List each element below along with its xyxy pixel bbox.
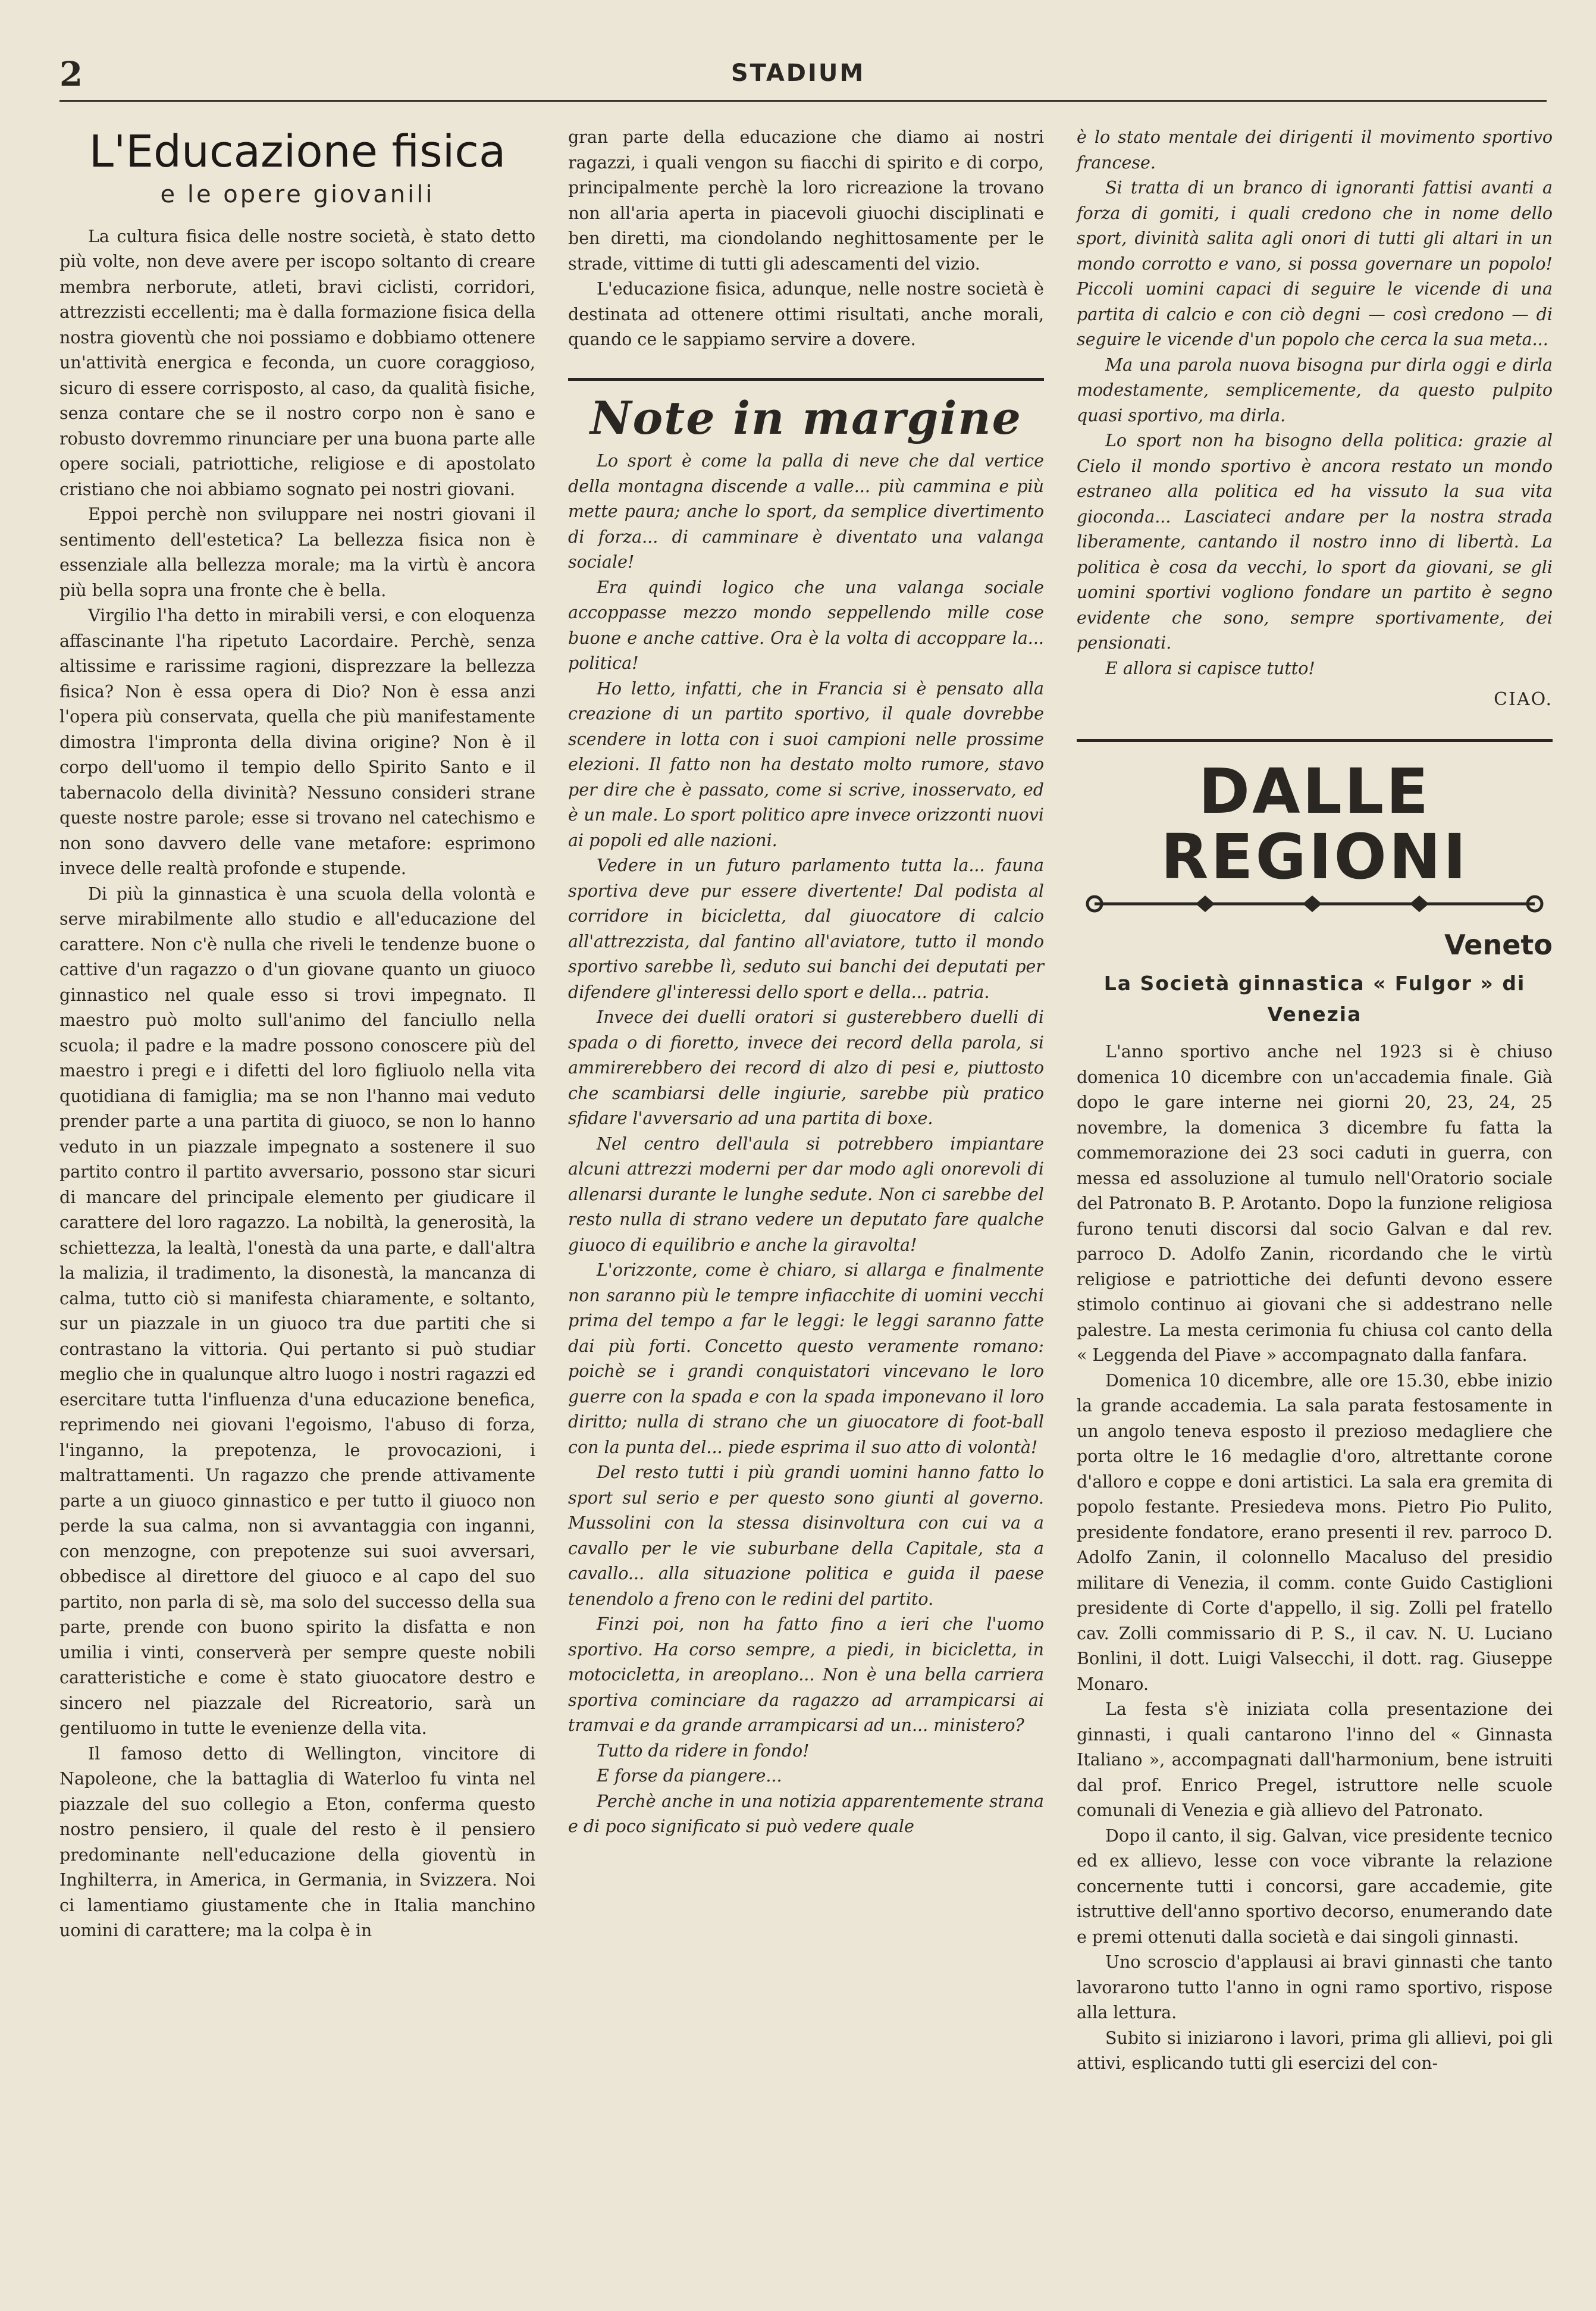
paragraph: Era quindi logico che una valanga sociale accoppasse mezzo mondo seppellendo mille cose buone e anche cattive. Ora è la volta di accoppare la... politica! (568, 577, 1044, 673)
paragraph: Lo sport è come la palla di neve che dal vertice della montagna discende a valle... più cammina e più mette paura; anche lo sport, da semplice divertimento di forza... di camminare è diventato una valanga sociale! (568, 451, 1044, 572)
paragraph: Uno scroscio d'applausi ai bravi ginnasti che tanto lavorarono tutto l'anno in ogni ramo sportivo, rispose alla lettura. (1077, 1952, 1553, 2022)
section-heading: DALLE REGIONI (1161, 754, 1469, 893)
notes-body (568, 449, 1044, 1840)
article-title: La Società ginnastica « Fulgor » di Venezia (1103, 972, 1526, 1026)
section-divider (568, 378, 1044, 381)
paragraph: Tutto da ridere in fondo! (597, 1740, 810, 1761)
paragraph: L'orizzonte, come è chiaro, si allarga e finalmente non saranno più le tempre infiacchite di uomini vecchi prima del tempo a far le leggi: le leggi saranno fatte dai più forti. Concetto questo veramente romano: poichè se i grandi conquistatori vincevano le loro guerre con la spada e con la spada imponevano il loro diritto; nulla di strano che un giuocatore di foot-ball con la punta del... piede esprima il suo atto di volontà! (568, 1260, 1044, 1457)
notes-title: Note in margine (590, 391, 1022, 444)
paragraph: L'educazione fisica, adunque, nelle nostre società è destinata ad ottenere ottimi risultati, anche morali, quando ce le sappiamo servire a dovere. (568, 279, 1044, 349)
notes-body-continued (1077, 125, 1553, 681)
paragraph: Si tratta di un branco di ignoranti fattisi avanti a forza di gomiti, i quali credono che in nome dello sport, divinità salita agli onori di tutti gli altari in un mondo corrotto e vano, si possa governare un popolo! Piccoli uomini capaci di seguire le vicende di una partita di calcio e con ciò degni — così credono — di seguire le vicende d'un popolo che cerca la sua meta... (1077, 178, 1553, 349)
paragraph: Domenica 10 dicembre, alle ore 15.30, ebbe inizio la grande accademia. La sala parata festosamente in un angolo teneva esposto il prezioso medagliere che porta oltre le 16 medaglie d'oro, altrettante corone d'alloro e coppe e doni artistici. La sala era gremita di popolo festante. Presiedeva mons. Pietro Pio Pulito, presidente fondatore, erano presenti il rev. parroco D. Adolfo Zanin, il colonnello Macaluso del presidio militare di Venezia, il comm. conte Guido Castiglioni presidente di Corte d'appello, il sig. Zolli pel fratello cav. Zolli commissario di P. S., il cav. N. U. Luciano Bonlini, il dott. Luigi Valsecchi, il dott. rag. Giuseppe Monaro. (1077, 1370, 1553, 1694)
paragraph: Vedere in un futuro parlamento tutta la... fauna sportiva deve pur essere divertente! Dal podista al corridore in bicicletta, dal giuocatore di calcio all'attrezzista, dal fantino all'aviatore, tutto il mondo sportivo sarebbe lì, seduto sui banchi dei deputati per difendere gl'interessi dello sport e della... patria. (568, 856, 1044, 1002)
paragraph: Subito si iniziarono i lavori, prima gli allievi, poi gli attivi, esplicando tutti gli esercizi del con- (1077, 2028, 1553, 2073)
paragraph: Ma una parola nuova bisogna pur dirla oggi e dirla modestamente, semplicemente, da questo pulpito quasi sportivo, ma dirla. (1077, 355, 1553, 425)
paragraph: E allora si capisce tutto! (1105, 658, 1315, 678)
paragraph: Virgilio l'ha detto in mirabili versi, e con eloquenza affascinante l'ha ripetuto Lacordaire. Perchè, senza altissime e rarissime ragioni, disprezzare la bellezza fisica? Non è essa opera di Dio? Non è essa anzi l'opera più conservata, quella che più manifestamente dimostra l'impronta della divina origine? Non è il corpo dell'uomo il tempio dello Spirito Santo e il tabernacolo della divinità? Nessuno consideri strane queste nostre parole; esse si trovano nel catechismo e non sono davvero delle vane metafore: esprimono invece delle realtà profonde e stupende. (59, 606, 535, 878)
paragraph: Perchè anche in una notizia apparentemente strana e di poco significato si può vedere quale (568, 1791, 1044, 1836)
column-2 (568, 125, 1044, 1840)
page-number: 2 (59, 55, 83, 94)
signoff: CIAO. (1494, 689, 1553, 710)
column-3 (1077, 125, 1553, 2077)
paragraph: Finzi poi, non ha fatto fino a ieri che l'uomo sportivo. Ha corso sempre, a piedi, in bicicletta, in motocicletta, in areoplano... Non è una bella carriera sportiva cominciare da ragazzo ad arrampicarsi ai tramvai e da grande arrampicarsi ad un... ministero? (568, 1614, 1044, 1735)
ornament-divider (1083, 892, 1547, 916)
article-subtitle: e le opere giovanili (160, 181, 435, 208)
paragraph: Il famoso detto di Wellington, vincitore di Napoleone, che la battaglia di Waterloo fu vinta nel piazzale del suo collegio a Eton, conferma questo nostro pensiero, il quale del resto è il pensiero predominante nell'educazione della gioventù in Inghilterra, in America, in Germania, in Svizzera. Noi ci lamentiamo giustamente che in Italia manchino uomini di carattere; ma la colpa è in (59, 1743, 535, 1940)
column-1 (59, 125, 535, 1944)
section-divider (1077, 739, 1553, 742)
paragraph: è lo stato mentale dei dirigenti il movimento sportivo francese. (1077, 127, 1553, 173)
article-title: L'Educazione fisica (89, 126, 506, 177)
paragraph: Eppoi perchè non sviluppare nei nostri giovani il sentimento dell'estetica? La bellezza fisica non è essenziale alla bellezza morale; ma la virtù è ancora più bella sopra una fronte che è bella. (59, 505, 535, 600)
paragraph: Ho letto, infatti, che in Francia si è pensato alla creazione di un partito sportivo, il quale dovrebbe scendere in lotta con i suoi campioni nelle prossime elezioni. Il fatto non ha destato molto rumore, stavo per dire che è passato, come si scrive, inosservato, ed è un male. Lo sport politico apre invece orizzonti nuovi ai popoli ed alle nazioni. (568, 678, 1044, 850)
paragraph: La festa s'è iniziata colla presentazione dei ginnasti, i quali cantarono l'inno del « Ginnasta Italiano », accompagnati dall'harmonium, bene istruiti dal prof. Enrico Pregel, istruttore nelle scuole comunali di Venezia e già allievo del Patronato. (1077, 1699, 1553, 1820)
paragraph: L'anno sportivo anche nel 1923 si è chiuso domenica 10 dicembre con un'accademia finale. Già dopo le gare interne nei giorni 20, 23, 24, 25 novembre, la domenica 3 dicembre fu fatta la commemorazione dei 23 soci caduti in guerra, con messa ed assoluzione al tumulo nell'Oratorio sociale del Patronato B. P. Arotanto. Dopo la funzione religiosa furono tenuti discorsi dal socio Galvan e dal rev. parroco D. Adolfo Zanin, ricordando che le virtù religiose e patriottiche dei defunti devono essere stimolo continuo ai giovani che si addestrano nelle palestre. La mesta cerimonia fu chiusa col canto della « Leggenda del Piave » accompagnato dalla fanfara. (1077, 1042, 1553, 1365)
paragraph: Invece dei duelli oratori si gusterebbero duelli di spada o di fioretto, invece dei record della parola, si ammirerebbero dei record di alzo di pesi e, piuttosto che scambiarsi delle ingiurie, sarebbe più pratico sfidare l'avversario ad una partita di boxe. (568, 1007, 1044, 1128)
paragraph: Lo sport non ha bisogno della politica: grazie al Cielo il mondo sportivo è ancora restato un mondo estraneo alla politica ed ha vissuto la sua vita gioconda... Lasciateci andare per la nostra strada liberamente, cantando il nostro inno di libertà. La politica è cosa da vecchi, lo sport da giovani, se gli uomini sportivi vogliono fondare un partito è segno evidente che sono, sempre sportivamente, dei pensionati. (1077, 431, 1553, 653)
header-rule (59, 100, 1547, 102)
paragraph: Dopo il canto, il sig. Galvan, vice presidente tecnico ed ex allievo, lesse con voce vibrante la relazione concernente tutti i concorsi, gare accademie, gite istruttive dell'anno sportivo decorso, enumerando date e premi ottenuti dalla società e dai singoli ginnasti. (1077, 1825, 1553, 1947)
paragraph: Nel centro dell'aula si potrebbero impiantare alcuni attrezzi moderni per dar modo agli onorevoli di allenarsi durante le lunghe sedute. Non ci sarebbe del resto nulla di strano vedere un deputato fare qualche giuoco di equilibrio e anche la giravolta! (568, 1133, 1044, 1255)
masthead: STADIUM (730, 60, 866, 87)
paragraph: E forse da piangere... (597, 1766, 782, 1786)
paragraph: La cultura fisica delle nostre società, è stato detto più volte, non deve avere per iscopo soltanto di creare membra nerborute, atleti, bravi ciclisti, corridori, attrezzisti eccellenti; ma è dalla formazione fisica della nostra gioventù che noi possiamo e dobbiamo ottenere un'attività energica e feconda, un cuore coraggioso, sicuro di essere corrisposto, al caso, da qualità fisiche, senza contare che se il nostro corpo non è sano e robusto dovremmo rinunciare per una buona parte alle opere sociali, patriottiche, religiose e di apostolato cristiano che noi abbiamo sognato pei nostri giovani. (59, 226, 535, 499)
paragraph: Del resto tutti i più grandi uomini hanno fatto lo sport sul serio e per questo sono giunti al governo. Mussolini con la stessa disinvoltura con cui va a cavallo per le vie suburbane della Capitale, sta a cavallo... alla situazione politica e guida il paese tenendolo a freno con le redini del partito. (568, 1463, 1044, 1609)
paragraph: gran parte della educazione che diamo ai nostri ragazzi, i quali vengon su fiacchi di spirito e di corpo, principalmente perchè la loro ricreazione la trovano non all'aria aperta in piacevoli giuochi disciplinati e ben diretti, ma ciondolando neghittosamente per le strade, vittime di tutti gli adescamenti del vizio. (568, 127, 1044, 274)
region-name: Veneto (1444, 928, 1553, 961)
paragraph: Di più la ginnastica è una scuola della volontà e serve mirabilmente allo studio e all'educazione del carattere. Non c'è nulla che riveli le tendenze buone o cattive d'un ragazzo o d'un giovane quanto un giuoco ginnastico nel quale esso si trovi impegnato. Il maestro può molto sull'animo del fanciullo nella scuola; il padre e la madre possono conoscere più del maestro i pregi e i difetti del loro figliuolo nella vita quotidiana di famiglia; ma se non l'hanno mai veduto prender parte a una partita di giuoco, se non lo hanno veduto in un piazzale impegnato a sostenere il suo partito contro il partito avversario, possono star sicuri di mancare del principale elemento per giudicare il carattere del loro ragazzo. La nobiltà, la generosità, la schiettezza, la lealtà, l'onestà da una parte, e dall'altra la malizia, il tradimento, la disonestà, la mancanza di calma, tutto ciò si manifesta chiaramente, e soltanto, sur un piazzale in un giuoco tra due partiti che si contrastano la vittoria. Qui pertanto si può studiar meglio che in qualunque altro luogo i nostri ragazzi ed esercitare tutta l'influenza d'una educazione benefica, reprimendo nei giovani l'egoismo, l'abuso di forza, l'inganno, la prepotenza, le provocazioni, i maltrattamenti. Un ragazzo che prende attivamente parte a un giuoco ginnastico e per tutto il giuoco non perde la sua calma, non si avvantaggia con inganni, con menzogne, con prepotenze sui suoi avversari, obbedisce al direttore del giuoco e al capo del suo partito, non parla di sè, ma solo del successo della sua parte, prende con buono spirito la disfatta e non umilia i vinti, conserverà per sempre queste nobili caratteristiche e come è stato giuocatore destro e sincero nel piazzale del Ricreatorio, sarà un gentiluomo in tutte le evenienze della vita. (59, 884, 535, 1738)
